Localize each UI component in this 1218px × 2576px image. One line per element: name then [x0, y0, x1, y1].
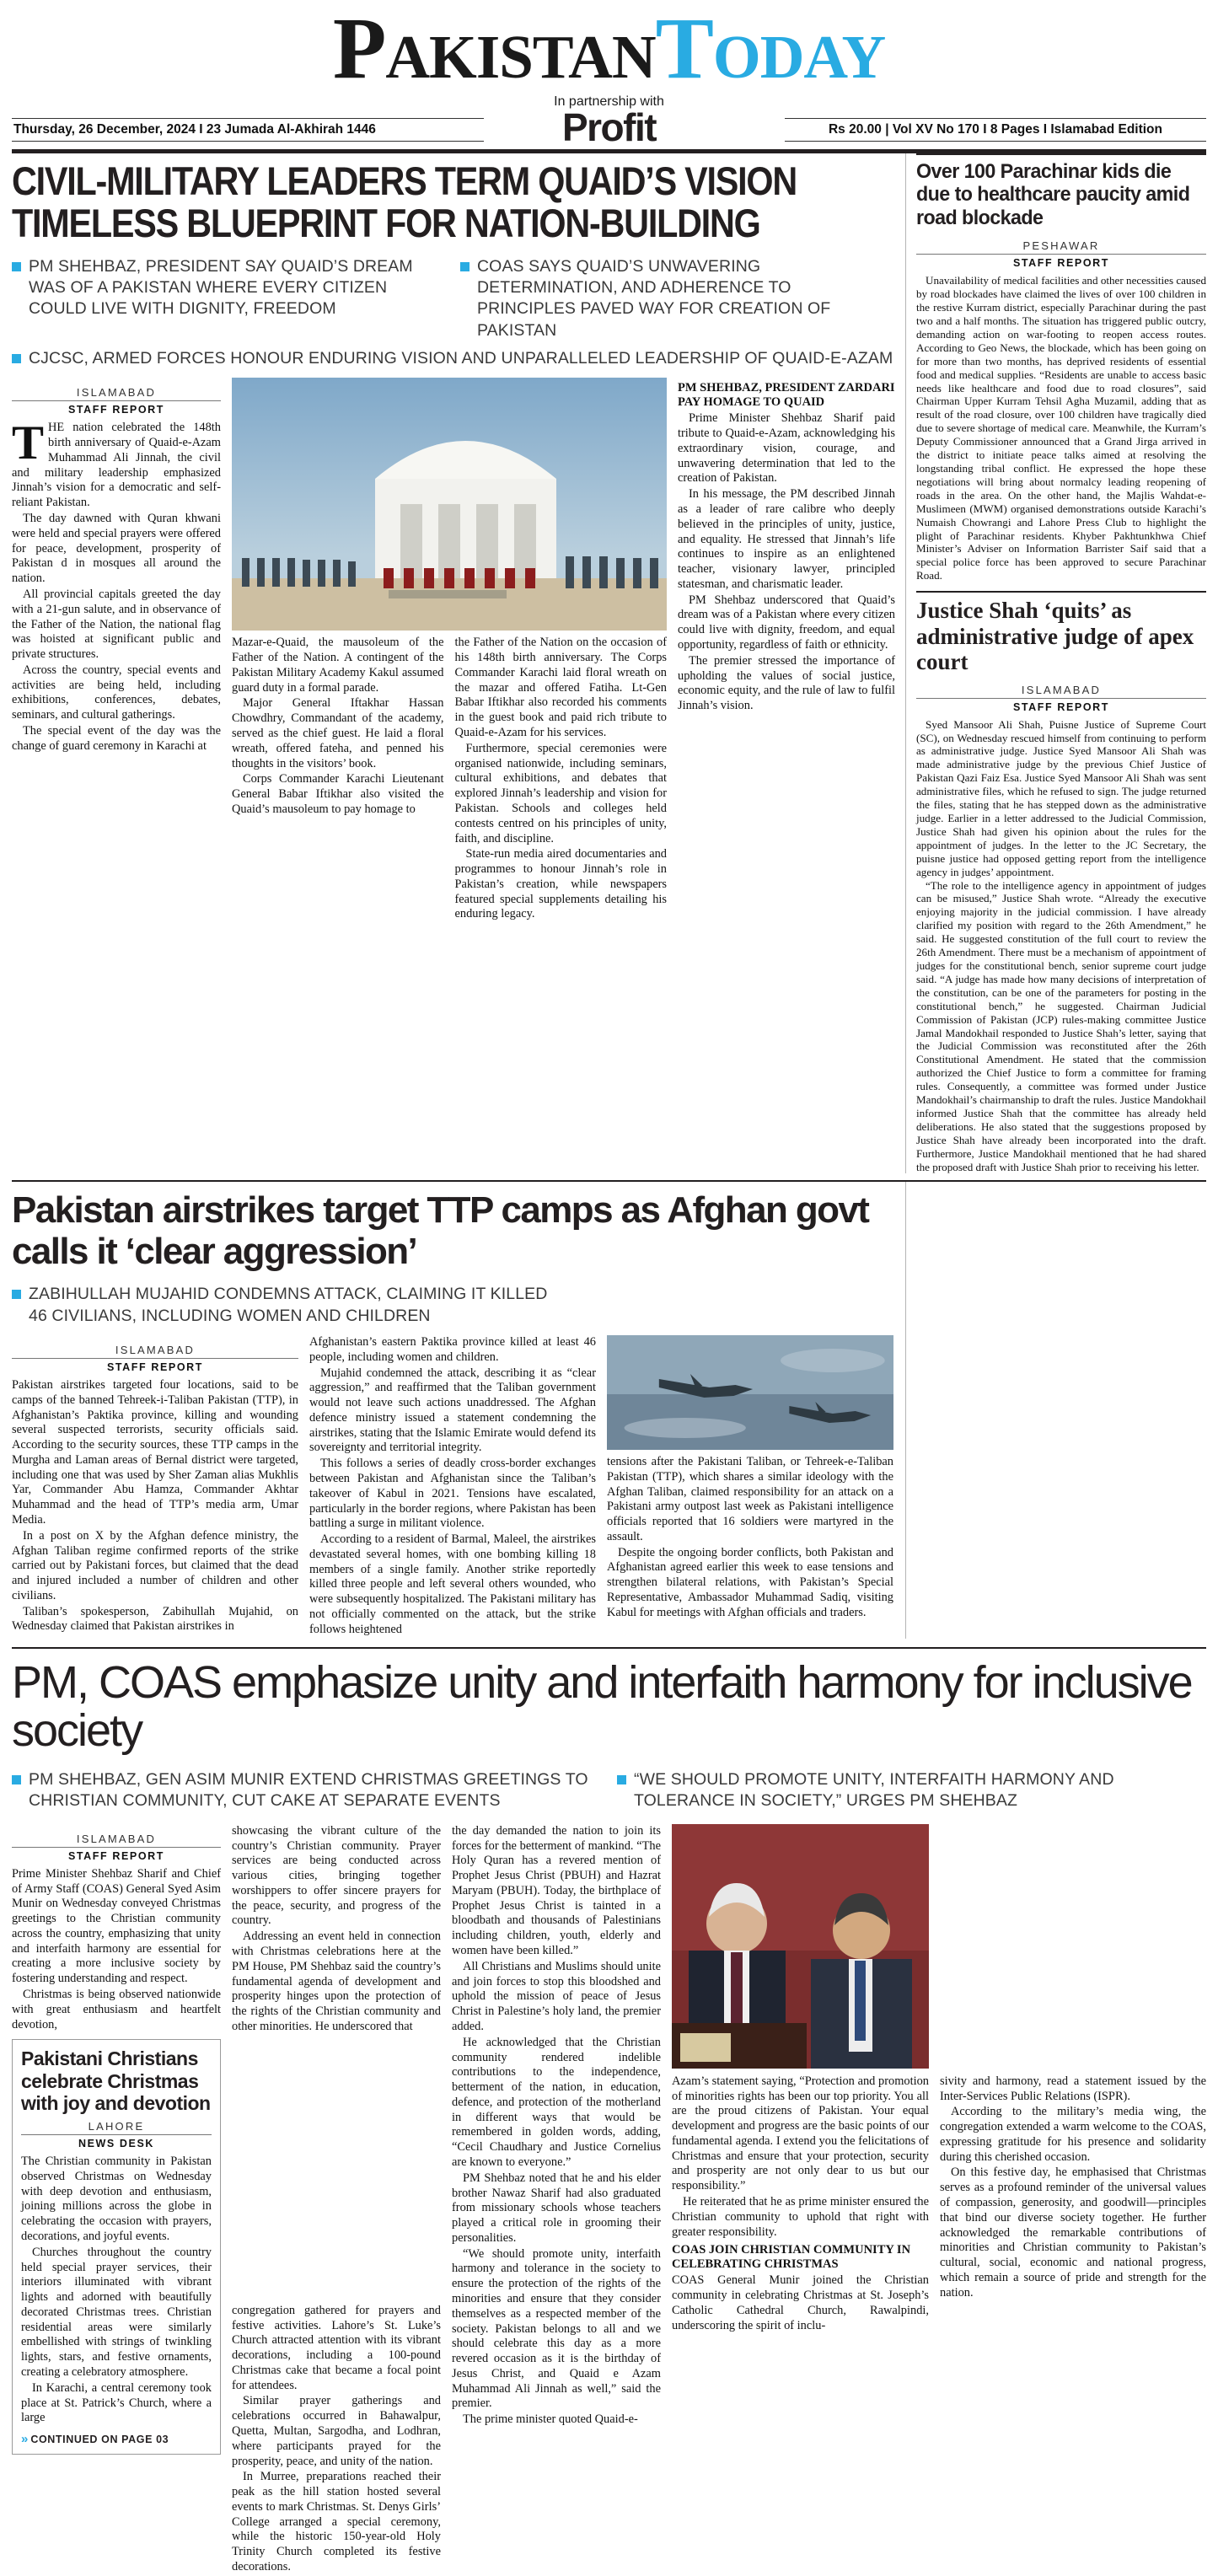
story-3-c4-p2: He reiterated that he as prime minister ensured the Christian community to uphold that right with greater responsibility.: [672, 2195, 929, 2239]
right-story-1-byline: [916, 239, 1206, 269]
story-3-byline: [12, 1833, 221, 1862]
lead-col-3: [455, 636, 668, 923]
byline-city: PESHAWAR: [916, 239, 1206, 255]
bullet-square-icon: [460, 262, 469, 271]
lead-col4-para-3: PM Shehbaz underscored that Quaid’s dream was of a Pakistan where every citizen could live with dignity, freedom, and equal opportunity, regardless of faith or ethnicity.: [678, 593, 895, 652]
photo-illustration: [607, 1335, 893, 1450]
story-2-c2-p4: According to a resident of Barmal, Maleel, the airstrikes devastated several homes, with one bombing killing 18 members of a single family. Another strike reportedly killed three people and left several others wounded, who were subsequently hospitalized. The Pakistani military has not officially commented on the attack, but the strike follows heightened: [309, 1532, 596, 1636]
boxed-story: [12, 2039, 221, 2455]
bullet-square-icon: [12, 1290, 21, 1299]
story-3-bullet-2: [617, 1769, 1206, 1812]
right-story-2-para-1: Syed Mansoor Ali Shah, Puisne Justice of Supreme Court (SC), on Wednesday rescued himself from continuing to perform as administrative judge. Justice Syed Mansoor Ali Shah was made administrative judge by the previous Chief Justice of Pakistan Qazi Faiz Esa. Justice Syed Mansoor Ali Shah was sent administrative files, which he refused to sign. The judge returned the files, stating that he has stepped down as the administrative judge. Earlier in a letter addressed to the Judicial Commission, Justice Shah had given his opinion about the rules for the appointment of judges. In the letter to the JC Secretary, the puisne justice had opposed getting report from the intelligence agency in judges’ appointment.: [916, 717, 1206, 878]
lead-col2-para-3: Corps Commander Karachi Lieutenant General Babar Iftikhar also visited the Quaid’s mausoleum to pay homage to: [232, 772, 444, 816]
lead-caption-columns: [232, 636, 667, 923]
right-story-2-byline: [916, 684, 1206, 713]
story-2-bullet-1: [12, 1284, 568, 1327]
boxed-c2-p1: congregation gathered for prayers and festive activities. Lahore’s St. Luke’s Church attracted attention with its vibrant decorations, including a 100-pound Christmas cake that became a focal point for attendees.: [232, 2303, 441, 2392]
newspaper-logo: [12, 0, 1206, 97]
boxed-c2-p3: In Murree, preparations reached their peak as the hill station hosted several events to mark Christmas. St. Denys Girls’ College arranged a special ceremony, while the historic 150-year-old Holy Trinity Church completed its festive decorations.: [232, 2470, 441, 2573]
fighter-jets-photo: [607, 1335, 893, 1450]
story-2-col-2: [309, 1335, 596, 1639]
right-story-1-headline: Over 100 Parachinar kids die due to healthcare paucity amid road blockade: [916, 160, 1190, 229]
story-3-c5-p2: According to the military’s media wing, the congregation extended a warm welcome to the COAS, expressing gratitude for his presence and solidarity during this cherished occasion.: [940, 2105, 1206, 2164]
photo-illustration: [672, 1824, 929, 2069]
info-bar: [12, 118, 1206, 142]
story-2-byline: [12, 1344, 298, 1373]
bullet-square-icon: [12, 1775, 21, 1784]
story-2-c3-p1: tensions after the Pakistani Taliban, or Tehreek-e-Taliban Pakistan (TTP), which shares a similar ideology with the Afghan Taliban, claimed responsibility for an attack on a Pakistani army outpost last week as Pakistani intelligence officials reported that 16 soldiers were martyred in the assault.: [607, 1454, 893, 1543]
story-3-c4-p3: COAS General Munir joined the Christian community in celebrating Christmas at St. Joseph’s Catholic Cathedral Church, Rawalpindi, underscoring the spirit of inclu-: [672, 2273, 929, 2332]
lead-bullet-3-text: CJCSC, ARMED FORCES HONOUR ENDURING VISION AND UNPARALLELED LEADERSHIP OF QUAID-E-AZAM: [29, 349, 893, 368]
double-chevron-right-icon: »: [21, 2432, 26, 2447]
byline-desk: NEWS DESK: [78, 2138, 155, 2150]
story-3-col-4: [672, 1824, 929, 2576]
story-2: [12, 1182, 1206, 1638]
story-3-top-divider: [12, 1647, 1206, 1649]
lead-bullet-2: [460, 256, 893, 341]
story-2-c3-p2: Despite the ongoing border conflicts, both Pakistan and Afghanistan agreed earlier this week to ease tensions and strengthen bilateral relations, with Pakistan’s Special Representative, Ambassador Muhammad Sadiq, visiting Kabul for meetings with Afghan officials and traders.: [607, 1545, 893, 1619]
right-story-2-para-2: “The role to the intelligence agency in appointment of judges can be misused,” Justice Shah wrote. “Already the executive enjoying majority in the judicial commission. I have already clarified my position with regard to the 26th Amendment,” he said. He suggested constitution of the full court to review the 26th Amendment. There must be a mechanism of appointment of judges for the constitutional bench, senior supreme court judge said. “A judge has made how many decisions of interpretation of the constitution, can be one of the parameters for posting in the constitutional bench,” he suggested. Chairman Judicial Commission of Pakistan (JCP) rules-making committee Justice Jamal Mandokhail responded to Justice Shah’s letter, saying that the Judicial Commission was reconstituted after the 26th Constitutional Amendment. He stated that the commission authorized the Chief Justice to form a committee for framing rules. Consequently, a committee was formed under Justice Mandokhail’s chairmanship to draft the rules. Justice Mandokhail informed Justice Shah that the committee has already held deliberations. He also stated that the suggestions proposed by Justice Shah have already been incorporated into the draft. Furthermore, Justice Mandokhail mentioned that he had shared the proposed draft with Justice Shah prior to receiving his letter.: [916, 878, 1206, 1173]
top-section: [12, 153, 1206, 1173]
story-2-c1-p3: Taliban’s spokesperson, Zabihullah Mujahid, on Wednesday claimed that Pakistan airstrikes in: [12, 1604, 298, 1634]
lead-bullet-1-text: PM SHEHBAZ, PRESIDENT SAY QUAID’S DREAM WAS OF A PAKISTAN WHERE EVERY CITIZEN COULD LIVE WITH DIGNITY, FREEDOM: [29, 256, 413, 319]
story-3-c3-p4: PM Shehbaz noted that he and his elder brother Nawaz Sharif had also graduated from missionary schools whose teachers played a critical role in grooming their personalities.: [452, 2171, 661, 2245]
edition-line: Rs 20.00 | Vol XV No 170 I 8 Pages I Islamabad Edition: [785, 118, 1206, 142]
story-3-col-1: [12, 1824, 221, 2576]
story-3-c3-p1: the day demanded the nation to join its forces for the betterment of mankind. “The Holy Quran has a revered mention of Prophet Jesus Christ (PBUH) and Hazrat Maryam (PBUH). Today, the birthplace of Prophet Jesus Christ is tainted in a bloodbath and thousands of Palestinians including children, youth, elderly and women have been killed.”: [452, 1823, 661, 1958]
lead-para-2: The day dawned with Quran khwani were held and special prayers were offered for peace, development, prosperity of Pakistan d in mosques all around the nation.: [12, 512, 221, 586]
lead-bullet-3: [12, 348, 893, 369]
lead-col-4: [678, 378, 895, 923]
story-2-c2-p1: Afghanistan’s eastern Paktika province killed at least 46 people, including women and children.: [309, 1334, 596, 1364]
boxed-c1-p2: Churches throughout the country held special prayer services, their interiors illuminated with vibrant lights and adorned with beautifully decorated Christmas trees. Christian residential areas were similarly embellished with strings of twinkling lights, stars, and festive ornaments, creating a celebratory atmosphere.: [21, 2245, 212, 2379]
lead-bullet-1: [12, 256, 445, 320]
bullet-square-icon: [12, 262, 21, 271]
byline-desk: STAFF REPORT: [1012, 700, 1110, 713]
right-rail-continued: [905, 1182, 1206, 1638]
story-3-c2-p2: Addressing an event held in connection with Christmas celebrations here at the PM House, PM Shehbaz said the country’s fundamental agenda of development and prosperity hinges upon the protection of the rights of the Christian community and other minorities. He underscored that: [232, 1929, 441, 2033]
profit-brand-logo: Profit: [561, 105, 657, 149]
story-3-c2-p1: showcasing the vibrant culture of the country’s Christian community. Prayer services are being conducted across various cities, bringing together worshippers to offer sincere prayers for the peace, security, and progress of the country.: [232, 1823, 441, 1928]
story-2-c2-p3: This follows a series of deadly cross-border exchanges between Pakistan and Afghanistan since the Taliban’s takeover of Kabul in 2021. Tensions have escalated, particularly in the border regions, where Pakistan has been battling a surge in militant violence.: [309, 1457, 596, 1531]
story-3-col-3: [452, 1824, 661, 2576]
pm-shehbaz-christmas-photo: [672, 1824, 929, 2069]
lead-para-4: Across the country, special events and activities are being held, including exhibitions, conferences, debates, seminars, and cultural gatherings.: [12, 663, 221, 722]
story-2-c1-p1: Pakistan airstrikes targeted four locations, said to be camps of the banned Tehreek-i-Taliban Pakistan (TTP), in Afghanistan’s Paktika province, killing and wounding several suspected terrorists, security officials said. According to the security sources, these TTP camps in the Murgha and Laman areas of Bernal district were targeted, including one that was used by Sher Zaman alias Mukhlis Yar, Commander Abu Hamza, Commander Akhtar Muhammad and the head of TTP’s media arm, Umar Media.: [12, 1377, 298, 1527]
boxed-c1-p3: In Karachi, a central ceremony took place at St. Patrick’s Church, where a large: [21, 2380, 212, 2425]
continued-label: CONTINUED ON PAGE 03: [30, 2433, 169, 2445]
story-3-bullets: [12, 1769, 1206, 1821]
boxed-c2-p2: Similar prayer gatherings and celebrations occurred in Bahawalpur, Quetta, Multan, Sargodha, and Lodhran, where participants prayed for the prosperity, peace, and unity of the nation.: [232, 2394, 441, 2468]
right-story-2-headline: Justice Shah ‘quits’ as administrative judge of apex court: [916, 598, 1194, 675]
right-story-1-body: Unavailability of medical facilities and other necessities caused by road blockades have claimed the lives of over 100 children in the restive Kurram district, especially Parachinar during the past two and a half months. The situation has triggered public outcry, demanding action on war-footing to reopen access routes. According to Geo News, the blockade, which has been going on for more than two months, has deprived residents of essential food and medical supplies. “Residents are unable to access basic needs like healthcare and food due to road closures”, said Chairman Upper Kurram Tehsil Agha Muzamil, adding that as result of the road closure, over 100 children have tragically died due to severe shortage of medical care. Meanwhile, the Kurram’s Deputy Commissioner announced that a Grand Jirga arrived in the district to initiate peace talks aimed at resolving the longstanding tribal conflict. He expressed the hope these negotiations will bring about normalcy leading reopening of roads in the area. On the other hand, the Majlis Wahdat-e-Muslimeen (MWM) organised demonstrations outside Karachi’s Numaish Chowrangi and Lahore Press Club to highlight the plight of Parachinar residents. Khyber Pakhtunkhwa Chief Minister’s Adviser on Information Barrister Saif said that a special police force has been approved to secure Parachinar Road.: [916, 274, 1206, 582]
lead-para-5: The special event of the day was the change of guard ceremony in Karachi at: [12, 723, 221, 753]
story-3-c5-p3: On this festive day, he emphasised that Christmas serves as a profound reminder of the universal values of compassion, generosity, and goodwill—principles that bind our diverse society together. He further acknowledged the remarkable contributions of minorities and Christian community to Pakistan’s cultural, social, economic and national progress, which remain a source of pride and strength for the nation.: [940, 2165, 1206, 2300]
lead-col-2-3-with-photo: [232, 378, 667, 923]
lead-col-2: [232, 636, 444, 923]
lead-story-bullets: [12, 256, 893, 350]
right-rail: [905, 153, 1206, 1173]
lead-col2-para-2: Major General Iftakhar Hassan Chowdhry, Commandant of the academy, served as the chief guest. He laid a floral wreath, offered fateha, and penned his thoughts in the visitors’ book.: [232, 696, 444, 770]
lead-byline: [12, 386, 221, 416]
story-2-headline: Pakistan airstrikes target TTP camps as Afghan govt calls it ‘clear aggression’: [12, 1189, 869, 1272]
continued-on-page-link[interactable]: [21, 2432, 169, 2446]
right-rail-overflow: [916, 1182, 1206, 1195]
logo-pakistan-text: Pakistan: [332, 0, 656, 97]
lead-para-3: All provincial capitals greeted the day with a 21-gun salute, and in observance of the Father of the Nation, the national flag was hoisted at significant public and private structures.: [12, 587, 221, 662]
lead-bullet-2-text: COAS SAYS QUAID’S UNWAVERING DETERMINATION, AND ADHERENCE TO PRINCIPLES PAVED WAY FOR CREATION OF PAKISTAN: [477, 256, 831, 340]
logo-today-text: Today: [655, 0, 886, 97]
story-3-c4-p1: Azam’s statement saying, “Protection and promotion of minorities rights has been our top priority. You all are the proud citizens of Pakistan. Your equal development and progress are the basic points of our fundamental agenda. I extend you the felicitations of Christmas and ensure that your protection, security and prosperity are not only dear to us but our responsibility.”: [672, 2074, 929, 2193]
story-3-bullet-2-text: “WE SHOULD PROMOTE UNITY, INTERFAITH HARMONY AND TOLERANCE IN SOCIETY,” URGES PM SHEHBAZ: [634, 1770, 1114, 1811]
story-2-c2-p2: Mujahid condemned the attack, describing it as “clear aggression,” and reaffirmed that the Taliban government would not leave such actions unaddressed. The Afghan defence ministry issued a statement condemning the airstrikes, stating that the Islamic Emirate would defend its sovereignty and territorial integrity.: [309, 1366, 596, 1455]
byline-desk: STAFF REPORT: [1012, 257, 1110, 270]
story-3-c3-p5: “We should promote unity, interfaith harmony and tolerance in the society to ensure the protection of the rights of the minorities and ensure that they consider themselves as a respected member of the society. Pakistan belongs to all and we should celebrate this day as a more revered occasion as it is the birthday of Jesus Christ, and Quaid e Azam Muhammad Ali Jinnah as well,” said the premier.: [452, 2246, 661, 2411]
lead-col4-para-1: Prime Minister Shehbaz Sharif paid tribute to Quaid-e-Azam, acknowledging his extraordinary vision, courage, and unwavering determination that led to the creation of Pakistan.: [678, 411, 895, 486]
boxed-story-headline: Pakistani Christians celebrate Christmas with joy and devotion: [21, 2047, 211, 2114]
byline-city: ISLAMABAD: [12, 1344, 298, 1359]
lead-para-1: THE nation celebrated the 148th birth anniversary of Quaid-e-Azam Muhammad Ali Jinnah, the civil and military leadership emphasized Jinnah’s vision for a democratic and self-reliant Pakistan.: [12, 416, 221, 510]
story-3-c1-p1: Prime Minister Shehbaz Sharif and Chief of Army Staff (COAS) General Syed Asim Munir on Wednesday conveyed Christmas greetings to the Christian community across the country, emphasizing that unity and interfaith harmony are essential for creating a more inclusive society by fostering understanding and respect.: [12, 1866, 221, 1986]
story-3-c3-p3: He acknowledged that the Christian community rendered indelible contributions to the independence, betterment of the nation, in education, defence, and protection of the motherland in different ways that would be remembered in golden words, adding, “Cecil Chaudhary and Justice Cornelius are known to everyone.”: [452, 2035, 661, 2169]
mazar-e-quaid-photo: [232, 378, 667, 631]
story-3-c5-p1: sivity and harmony, read a statement issued by the Inter-Services Public Relations (ISPR).: [940, 2074, 1206, 2103]
byline-desk: STAFF REPORT: [106, 1360, 204, 1373]
lead-col-1: [12, 378, 221, 923]
byline-city: LAHORE: [21, 2120, 212, 2135]
lead-story-columns: [12, 378, 893, 923]
story-2-main: [12, 1182, 905, 1638]
bullet-square-icon: [12, 354, 21, 363]
story-3-c4-subhead: COAS JOIN CHRISTIAN COMMUNITY IN CELEBRATING CHRISTMAS: [672, 2243, 911, 2272]
boxed-c1-p1: The Christian community in Pakistan observed Christmas on Wednesday with deep devotion and enthusiasm, joining millions across the globe in celebrating the occasion with prayers, decorations, and joyful events.: [21, 2155, 212, 2243]
byline-city: ISLAMABAD: [12, 386, 221, 401]
byline-desk: STAFF REPORT: [67, 1849, 165, 1862]
lead-col2-para-1: Mazar-e-Quaid, the mausoleum of the Father of the Nation. A contingent of the Pakistan Military Academy Kakul assumed guard duty in a formal parade.: [232, 636, 444, 695]
story-2-c1-p2: In a post on X by the Afghan defence ministry, the Afghan Taliban regime confirmed reports of the strike carried out by Pakistani forces, but claimed that the dead and injured included a number of children and other civilians.: [12, 1528, 298, 1602]
story-3-bullet-1: [12, 1769, 602, 1812]
story-3-columns: [12, 1824, 1206, 2576]
story-3-col-5: [940, 1824, 1206, 2576]
boxed-story-byline: [21, 2120, 212, 2149]
lead-story: [12, 153, 905, 1173]
byline-desk: STAFF REPORT: [67, 404, 165, 416]
lead-col3-para-2: Furthermore, special ceremonies were organised nationwide, including seminars, cultural exhibitions, and debates that explored Jinnah’s leadership and vision for Pakistan. Schools and colleges held contests centred on his principles of unity, faith, and discipline.: [454, 741, 667, 845]
partnership-label: In partnership with: [554, 94, 664, 109]
story-2-col-1: [12, 1335, 298, 1639]
bullet-square-icon: [617, 1775, 626, 1784]
story-3-col-2: [232, 1824, 441, 2576]
story-3-c1-p2: Christmas is being observed nationwide with great enthusiasm and heartfelt devotion,: [12, 1988, 221, 2031]
story-3-c3-p6: The prime minister quoted Quaid-e-: [463, 2412, 638, 2427]
lead-col4-subhead: PM SHEHBAZ, PRESIDENT ZARDARI PAY HOMAGE TO QUAID: [678, 381, 895, 410]
story-2-bullet-1-text: ZABIHULLAH MUJAHID CONDEMNS ATTACK, CLAIMING IT KILLED 46 CIVILIANS, INCLUDING WOMEN AND CHILDREN: [29, 1285, 548, 1325]
story-3-headline: PM, COAS emphasize unity and interfaith harmony for inclusive society: [12, 1656, 1192, 1757]
lead-col4-para-2: In his message, the PM described Jinnah as a leader of rare calibre who deeply believed in the principles of unity, justice, and equality. He stressed that Jinnah’s life continues to inspire as an enlightened teacher, visionary lawyer, principled statesman, and charismatic leader.: [678, 487, 895, 591]
lead-col4-para-4: The premier stressed the importance of upholding the values of social justice, economic equity, and the rule of law to fulfil Jinnah’s vision.: [678, 653, 895, 713]
story-3-c3-p2: All Christians and Muslims should unite and join forces to stop this bloodshed and uphold the mission of peace of Jesus Christ in Palestine’s holy land, the premier added.: [452, 1959, 661, 2033]
byline-city: ISLAMABAD: [12, 1833, 221, 1848]
story-2-col-3: [607, 1335, 893, 1639]
lead-story-headline: CIVIL-MILITARY LEADERS TERM QUAID’S VISION TIMELESS BLUEPRINT FOR NATION-BUILDING: [12, 158, 797, 245]
photo-illustration: [232, 378, 667, 631]
story-2-columns: [12, 1335, 893, 1639]
lead-col3-para-1: the Father of the Nation on the occasion of his 148th birth anniversary. The Corps Commander Karachi laid floral wreath on the mazar and offered Fatiha. Lt-Gen Babar Iftikhar also recorded his comments in the guest book and paid rich tribute to Quaid-e-Azam for his services.: [454, 636, 667, 740]
date-line: Thursday, 26 December, 2024 I 23 Jumada Al-Akhirah 1446: [12, 118, 484, 142]
story-3-bullet-1-text: PM SHEHBAZ, GEN ASIM MUNIR EXTEND CHRISTMAS GREETINGS TO CHRISTIAN COMMUNITY, CUT CAKE AT SEPARATE EVENTS: [29, 1770, 588, 1811]
lead-col3-para-3: State-run media aired documentaries and programmes to honour Jinnah’s role in Pakistan’s creation, while newspapers featured special supplements detailing his enduring legacy.: [454, 847, 667, 921]
byline-city: ISLAMABAD: [916, 684, 1206, 699]
